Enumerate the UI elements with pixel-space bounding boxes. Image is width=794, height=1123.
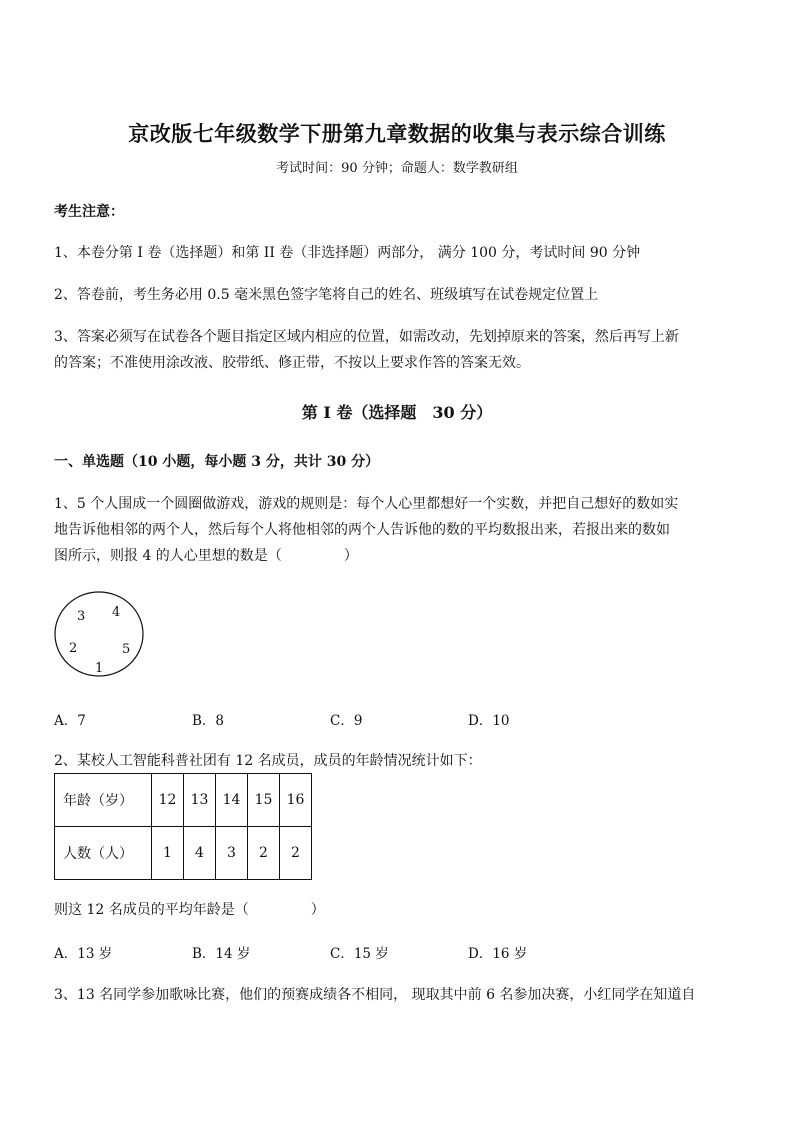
notice-item-1: 1、本卷分第 I 卷（选择题）和第 II 卷（非选择题）两部分， 满分 100 分，考试时间 90 分钟 [54, 245, 641, 261]
circle-number-3: 3 [77, 609, 86, 624]
page-title: 京改版七年级数学下册第九章数据的收集与表示综合训练 [128, 121, 666, 146]
exam-info: 考试时间：90 分钟；命题人：数学教研组 [276, 161, 518, 176]
age-row-header: 年龄（岁） [55, 774, 152, 827]
age-cell: 13 [184, 774, 216, 827]
notice-item-3-cont: 的答案；不准使用涂改液、胶带纸、修正带，不按以上要求作答的答案无效。 [54, 355, 530, 371]
q1-line-1: 1、5 个人围成一个圆圈做游戏，游戏的规则是：每个人心里都想好一个实数，并把自己想好的数如实 [54, 496, 679, 512]
notice-heading: 考生注意： [54, 204, 124, 220]
number-circle-figure [52, 590, 148, 680]
q1-line-2: 地告诉他相邻的两个人，然后每个人将他相邻的两个人告诉他的数的平均数报出来，若报出来的数如 [54, 522, 670, 538]
count-cell: 1 [152, 827, 184, 880]
q2-question-line [54, 899, 325, 919]
q2-option-d[interactable]: D．16 岁 [468, 946, 528, 962]
age-cell: 15 [248, 774, 280, 827]
count-row [55, 827, 312, 880]
q1-option-c[interactable]: C．9 [330, 713, 363, 729]
q1-option-a[interactable]: A．7 [54, 713, 86, 729]
count-row-header: 人数（人） [55, 827, 152, 880]
circle-number-4: 4 [112, 605, 121, 620]
q1-option-b[interactable]: B．8 [192, 713, 225, 729]
age-cell: 12 [152, 774, 184, 827]
q1-question-text: 图所示，则报 4 的人心里想的数是（ [54, 548, 282, 564]
q2-paren-close: ） [310, 902, 325, 918]
section-title: 第 I 卷（选择题 30 分） [301, 403, 493, 422]
count-cell: 3 [216, 827, 248, 880]
notice-item-2: 2、答卷前，考生务必用 0.5 毫米黑色签字笔将自己的姓名、班级填写在试卷规定位置上 [54, 287, 599, 303]
circle-number-1: 1 [95, 661, 104, 676]
part-heading: 一、单选题（10 小题，每小题 3 分，共计 30 分） [54, 454, 380, 470]
q2-question-text: 则这 12 名成员的平均年龄是（ [54, 902, 249, 918]
q3-stem: 3、13 名同学参加歌咏比赛，他们的预赛成绩各不相同， 现取其中前 6 名参加决赛，小红同学在知道自 [54, 987, 696, 1003]
age-cell: 14 [216, 774, 248, 827]
count-cell: 4 [184, 827, 216, 880]
q1-paren-close: ） [343, 548, 358, 564]
q2-stem: 2、某校人工智能科普社团有 12 名成员，成员的年龄情况统计如下： [54, 753, 482, 769]
notice-item-3: 3、答案必须写在试卷各个题目指定区域内相应的位置，如需改动，先划掉原来的答案，然后再写上新 [54, 329, 679, 345]
q2-option-c[interactable]: C．15 岁 [330, 946, 389, 962]
q2-option-a[interactable]: A．13 岁 [54, 946, 113, 962]
q2-option-b[interactable]: B．14 岁 [192, 946, 251, 962]
count-cell: 2 [248, 827, 280, 880]
q1-line-3 [54, 545, 358, 565]
age-cell: 16 [280, 774, 312, 827]
age-row [55, 774, 312, 827]
count-cell: 2 [280, 827, 312, 880]
q1-option-d[interactable]: D．10 [468, 713, 510, 729]
age-table [54, 773, 312, 880]
circle-number-5: 5 [122, 642, 131, 657]
circle-number-2: 2 [69, 641, 78, 656]
